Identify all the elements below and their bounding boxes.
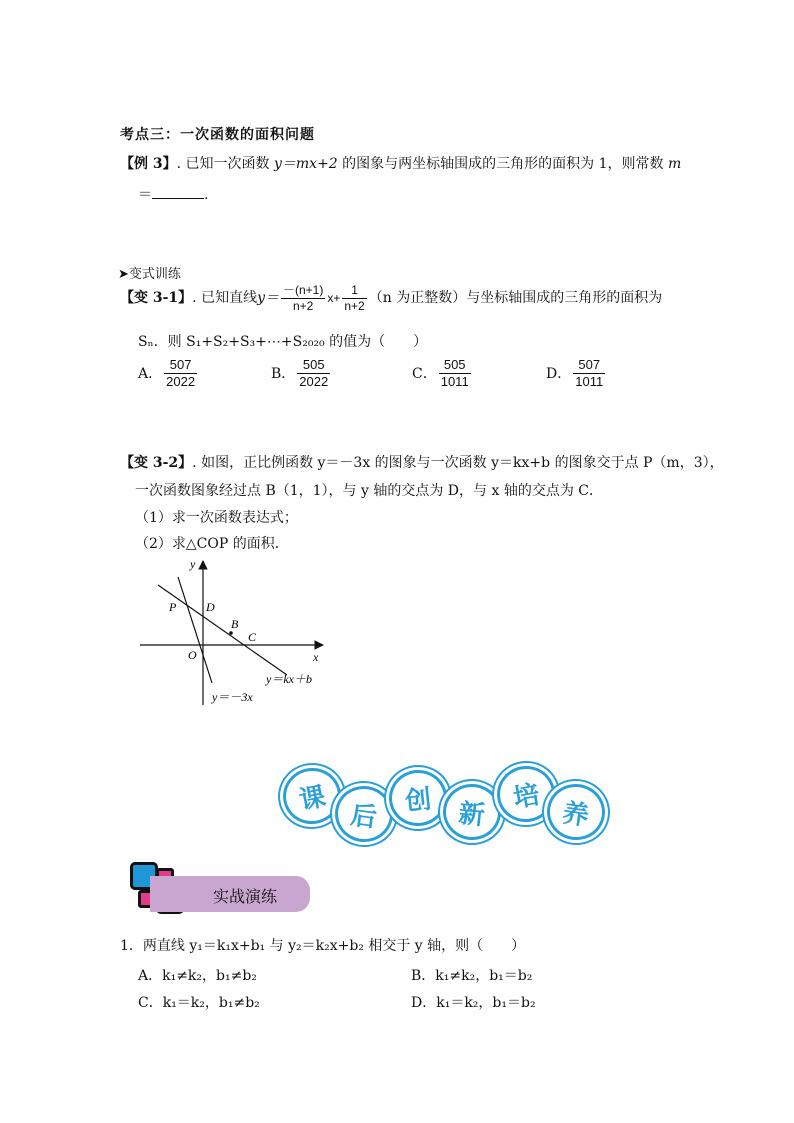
example-3-line1 bbox=[120, 153, 681, 173]
label-x: x bbox=[313, 650, 319, 664]
banner-bubble bbox=[386, 767, 450, 829]
question-1-option-c[interactable]: C．k₁＝k₂，b₁≠b₂ bbox=[138, 995, 260, 1011]
banner-char: 后 bbox=[348, 799, 379, 834]
coordinate-graph bbox=[130, 555, 350, 715]
question-1-option-a[interactable]: A．k₁≠k₂，b₁≠b₂ bbox=[138, 968, 257, 984]
fraction-denominator: n+2 bbox=[344, 298, 365, 313]
fraction-numerator: 507 bbox=[164, 358, 197, 374]
option-letter: C． bbox=[412, 366, 437, 383]
example-3-equals: ＝ bbox=[138, 187, 152, 203]
fraction-1-over-n-plus-2 bbox=[342, 284, 366, 312]
label-line-neg-3x: y＝－3x bbox=[212, 690, 253, 704]
fraction-neg-n-plus-1-over-n-plus-2 bbox=[281, 284, 325, 312]
fraction-denominator: 1011 bbox=[575, 373, 604, 389]
fraction-denominator: 2022 bbox=[299, 373, 329, 389]
variant-3-2-line1 bbox=[120, 452, 724, 472]
line-y-kx-plus-b bbox=[158, 585, 287, 675]
example-3-label: 【例 3】 bbox=[120, 156, 177, 172]
fraction-numerator: 507 bbox=[573, 358, 605, 374]
label-line-kx-plus-b: y＝kx＋b bbox=[266, 672, 312, 686]
option-fraction bbox=[439, 358, 471, 388]
example-3-function: y＝mx+2 bbox=[273, 156, 338, 172]
variant-3-1-x-plus: x+ bbox=[327, 291, 341, 306]
variant-3-2-text: . 如图，正比例函数 y＝－3x 的图象与一次函数 y＝kx+b 的图象交于点 P（m，3）， bbox=[192, 455, 724, 471]
banner-char: 创 bbox=[403, 784, 433, 817]
banner-char: 养 bbox=[560, 797, 591, 832]
section-heading: 考点三：一次函数的面积问题 bbox=[120, 127, 315, 143]
variant-3-1-option-c[interactable] bbox=[412, 358, 473, 388]
fraction-numerator: 505 bbox=[297, 358, 330, 374]
variant-3-2-label: 【变 3-2】 bbox=[120, 455, 193, 471]
fraction-numerator: 1 bbox=[342, 284, 366, 299]
banner-char: 新 bbox=[457, 798, 487, 831]
option-fraction bbox=[297, 358, 330, 388]
variant-3-2-question-1: （1）求一次函数表达式； bbox=[135, 510, 298, 526]
banner-bubble bbox=[331, 782, 396, 846]
option-fraction bbox=[164, 358, 197, 388]
option-fraction bbox=[573, 358, 605, 388]
question-1-option-b[interactable]: B．k₁≠k₂，b₁＝b₂ bbox=[411, 968, 533, 984]
variant-3-2-line2: 一次函数图象经过点 B（1，1），与 y 轴的交点为 D，与 x 轴的交点为 C． bbox=[135, 483, 603, 499]
variant-3-1-option-a[interactable] bbox=[138, 358, 199, 388]
label-y: y bbox=[190, 557, 196, 571]
option-letter: D． bbox=[546, 366, 572, 383]
answer-blank[interactable] bbox=[152, 184, 204, 199]
example-3-text-b: 的图象与两坐标轴围成的三角形的面积为 1，则常数 bbox=[337, 156, 668, 172]
variant-3-1-line1 bbox=[120, 284, 662, 312]
point-b bbox=[229, 631, 233, 635]
fraction-numerator: －(n+1) bbox=[283, 283, 324, 297]
variant-3-1-y-eq: y＝ bbox=[257, 290, 279, 307]
variant-3-2-question-2: （2）求△COP 的面积． bbox=[135, 536, 289, 552]
fraction-denominator: 2022 bbox=[166, 373, 196, 389]
example-3-end: . bbox=[204, 187, 209, 203]
question-1-stem: 1．两直线 y₁＝k₁x+b₁ 与 y₂＝k₂x+b₂ 相交于 y 轴，则（ ） bbox=[120, 938, 526, 954]
label-p: P bbox=[169, 600, 177, 614]
variant-3-1-text-a: . 已知直线 bbox=[192, 290, 258, 307]
after-class-banner bbox=[283, 764, 599, 844]
option-letter: A． bbox=[138, 366, 163, 383]
variant-3-1-option-b[interactable] bbox=[271, 358, 332, 388]
variant-3-1-label: 【变 3-1】 bbox=[120, 290, 193, 307]
label-b: B bbox=[231, 617, 239, 631]
label-c: C bbox=[248, 630, 257, 644]
fraction-numerator: 505 bbox=[439, 358, 471, 374]
example-3-line2 bbox=[138, 184, 208, 204]
variant-3-1-option-d[interactable] bbox=[546, 358, 607, 388]
banner-char: 培 bbox=[511, 779, 542, 814]
fraction-denominator: 1011 bbox=[440, 373, 469, 389]
question-1-option-d[interactable]: D．k₁＝k₂，b₁＝b₂ bbox=[411, 995, 536, 1011]
practice-title: 实战演练 bbox=[213, 887, 278, 906]
fraction-denominator: n+2 bbox=[293, 298, 314, 313]
variant-3-1-line2: Sₙ．则 S₁+S₂+S₃+⋯+S₂₀₂₀ 的值为（ ） bbox=[138, 334, 428, 350]
variant-training-title: ➤变式训练 bbox=[118, 267, 181, 282]
option-letter: B． bbox=[271, 366, 296, 383]
banner-bubble bbox=[440, 781, 504, 843]
example-3-variable: m bbox=[667, 156, 682, 172]
variant-3-1-text-b: （n 为正整数）与坐标轴围成的三角形的面积为 bbox=[368, 290, 663, 307]
line-y-neg-3x bbox=[178, 577, 212, 683]
label-d: D bbox=[206, 600, 215, 614]
label-o: O bbox=[188, 648, 197, 662]
example-3-text-a: . 已知一次函数 bbox=[176, 156, 274, 172]
banner-char: 课 bbox=[296, 781, 329, 816]
